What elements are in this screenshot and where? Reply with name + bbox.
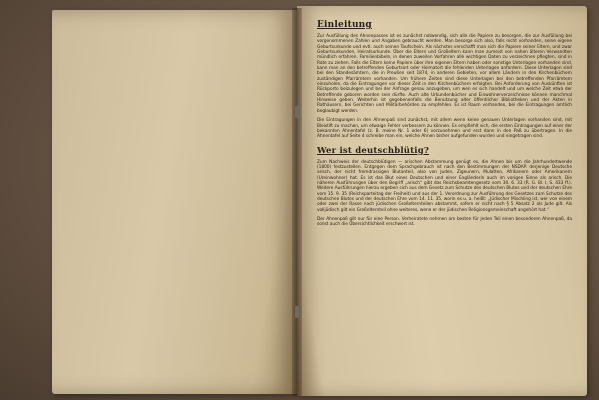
- staple-bottom: [295, 306, 299, 318]
- heading-einleitung: Einleitung: [317, 20, 372, 30]
- booklet-spine: [292, 8, 302, 396]
- staple-top: [295, 106, 299, 118]
- paragraph-definition: Zum Nachweis der deutschblütigen — arischen Abstammung genügt es, die Ahnen bis um die Jahrhundertwende (1800) festzustellen. Entgegen dem Sprachgebrauch ist nach den Bestimmungen der NSDAP. derjenige Deutsche arisch, der nicht fremdrassigen Blutanteil, also von Juden, Zigeunern, Mulatten, Afrikanern oder Amerikanern (Ureinwohner) hat. Es ist das Blut eines Deutschen und einer Engländerin auch im vorigen Sinne als arisch. Die näheren Ausführungen über den Begriff „arisch“ gibt das Reichsbeamtengesetz vom 30. 6. 33 (R. G. Bl. I, S. 433 ff.). Weitere Ausführungen hierzu ergeben sich aus dem Gesetz zum Schutze des deutschen Blutes und der deutschen Ehre vom 15. 9. 35 (Reichsparteitag der Freiheit) und aus der 1. Verordnung zur Ausführung des Gesetzes zum Schutze des deutschen Blutes und der deutschen Ehre vom 14. 11. 35, worin es u. a. heißt: „Jüdischer Mischling ist, wer von einem oder zwei der Rasse nach jüdischen Großelternteilen abstammt, sofern er nicht nach § 5 Absatz 2 als Jude gilt. Als volljüdisch gilt ein Großelternteil ohne weiteres, wenn er der jüdischen Religionsgemeinschaft angehört hat.“: [317, 159, 572, 213]
- left-page-blank: [52, 10, 297, 394]
- paragraph-intro: Zur Ausfüllung des Ahnenpasses ist es zunächst notwendig, sich alle die Papiere zu besorgen, die zur Ausfüllung bei vorgenommenen Zahlen und Angaben gebraucht werden. Man besorge sich also, falls nicht vorhanden, seine eigene Geburtsurkunde und evtl. auch seinen Taufschein. Als nächstes verschafft man sich die Papiere seiner Eltern, und zwar Geburtsurkunden, Heiratsurkunde. Über die Eltern und Großeltern kann man zumeist von nahen älteren Verwandten mündlich erfahren. Familienbibeln, in denen zuweilen Vorfahren alle wichtigen Daten zu verzeichnen pflegten, sind in Rate zu ziehen. Falls die Eltern keine Papiere über ihre eigenen Eltern haben oder sonstige Unterlagen vorhanden sind, kann man an den betreffenden Geburtsort oder Heimatort die fehlenden Unterlagen anfordern. Diese Unterlagen sind bei den Standesämtern, die in Preußen seit 1874, in anderen Gebieten, vor allem Ländern in den Kirchenbüchern zuständigen Pfarrämtern vorhanden. Um frühere Zeiten sind diese Unterlagen bei den betreffenden Pfarrämtern einzuholen, da die Eintragungen vor dieser Zeit in den Kirchenbüchern erfolgten. Bei Anforderung von Auskünften ist Rückporto beizulegen und bei der Anfrage genau anzugeben, um wen es sich handelt und um welche Zeit etwa der Betreffende geboren worden sein dürfte. Auch alte Urkundenbücher und Einwohnerverzeichnisse können manchmal Hinweise geben. Weiterhin ist gegebenenfalls die Benutzung alter öffentlicher Bibliotheken und der Akten in Rathäusern, bei Gerichten und Militärbehörden zu empfehlen. Es ist Raum vorhanden, bei die Eintragungen amtlich beglaubigt werden.: [317, 34, 572, 114]
- paragraph-closing: Der Ahnenpaß gilt nur für eine Person. Verheiratete nehmen am besten für jeden Teil einen besonderen Ahnenpaß, da sonst auch die Übersichtlichkeit erschwert ist.: [317, 216, 572, 228]
- heading-deutschbluetig: Wer ist deutschblütig?: [317, 145, 430, 156]
- paragraph-entries: Die Eintragungen in den Ahnenpaß sind zunächst, mit allem wenn keine genauen Unterlagen vorhanden sind, mit Bleistift zu machen, um etwaige Fehler verbessern zu können. Es empfiehlt sich, die ersten Eintragungen auf einer der bekannten Ahnentafel (z. B. meine Nr. 1 oder 6) vorzunehmen und erst dann in den Paß zu übertragen. In die Ahnentafel auf Seite 4 schreibe man ein, welche Ahnen bisher aufgefunden wurden und eingetragen sind.: [317, 118, 572, 140]
- right-page-text: [317, 20, 572, 390]
- open-booklet: [52, 6, 587, 396]
